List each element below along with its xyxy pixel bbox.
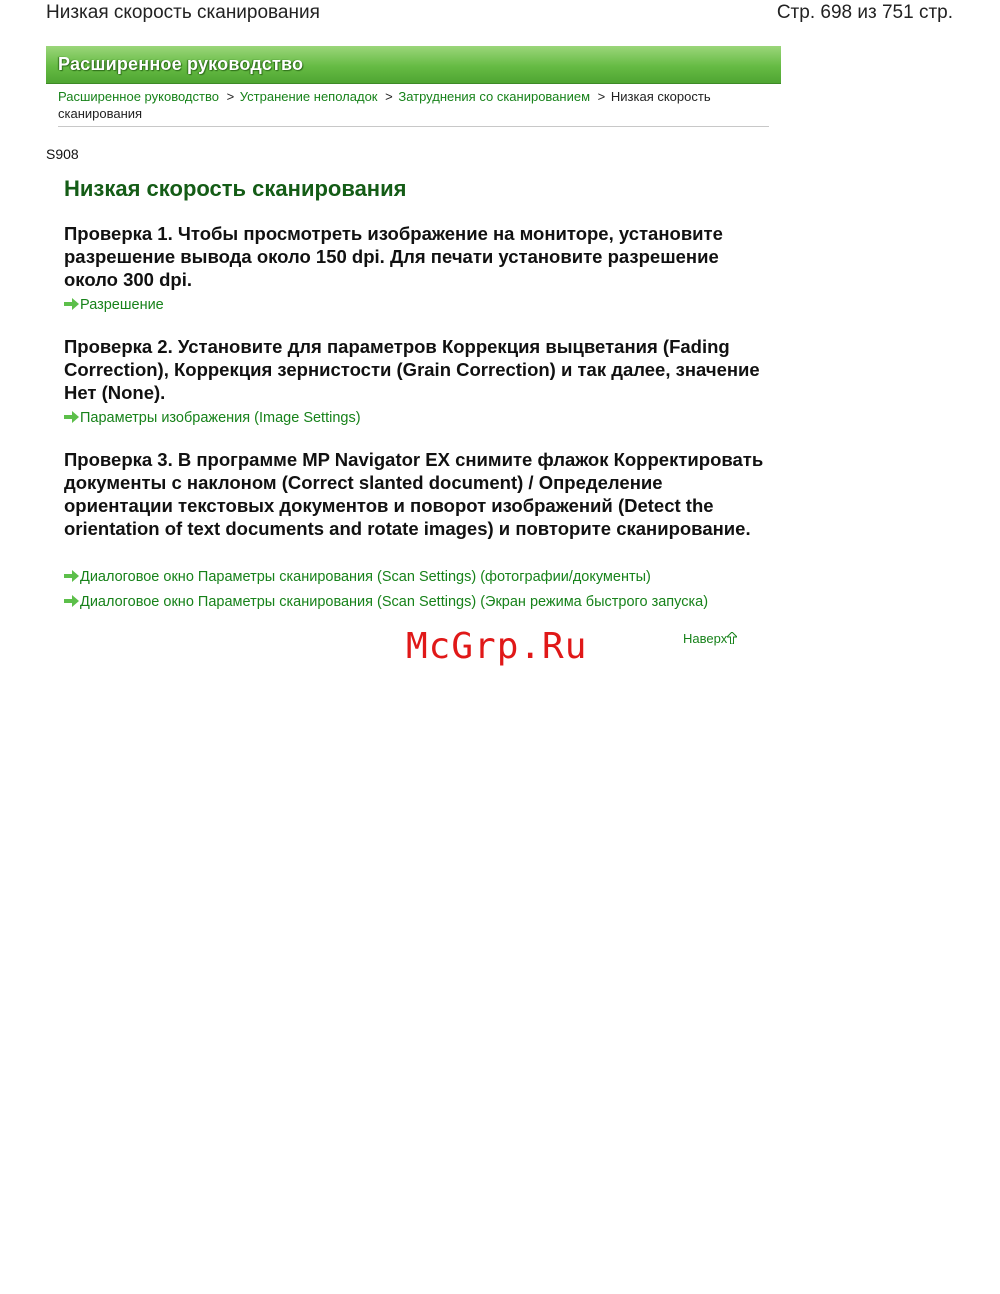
page-title: Низкая скорость сканирования <box>64 176 407 201</box>
check-3-link-scan-settings-photos[interactable] <box>64 569 651 585</box>
green-arrow-icon <box>64 595 79 607</box>
check-1-text: Проверка 1. Чтобы просмотреть изображение на мониторе, установите разрешение вывода около 150 dpi. Для печати установите разрешение около 300 dpi. <box>64 223 723 290</box>
back-to-top-label: Наверх <box>683 631 728 646</box>
back-to-top-link[interactable] <box>683 631 737 646</box>
check-2-link-image-settings[interactable] <box>64 410 361 426</box>
breadcrumb-separator: > <box>385 89 393 104</box>
check-1-link-resolution[interactable] <box>64 297 164 313</box>
breadcrumb-link-scanning-problems[interactable]: Затруднения со сканированием <box>398 89 591 104</box>
watermark: McGrp.Ru <box>406 626 588 667</box>
green-arrow-icon <box>64 298 79 310</box>
green-arrow-icon <box>64 570 79 582</box>
green-arrow-icon <box>64 411 79 423</box>
section-banner <box>46 46 781 84</box>
breadcrumb <box>58 88 758 122</box>
breadcrumb-link-advanced-guide[interactable]: Расширенное руководство <box>58 89 219 104</box>
breadcrumb-separator: > <box>597 89 606 104</box>
breadcrumb-current: Низкая скорость сканирования <box>58 89 711 121</box>
banner-title: Расширенное руководство <box>58 54 304 74</box>
link-label: Разрешение <box>80 297 164 313</box>
breadcrumb-link-troubleshooting[interactable]: Устранение неполадок <box>239 89 378 104</box>
arrow-up-icon <box>727 632 737 644</box>
page-header-title: Низкая скорость сканирования <box>46 2 320 23</box>
check-3-link-scan-settings-quick-start[interactable] <box>64 594 708 610</box>
divider <box>58 126 769 127</box>
breadcrumb-separator: > <box>226 89 235 104</box>
check-3-text: Проверка 3. В программе MP Navigator EX снимите флажок Корректировать документы с наклоном (Correct slanted document) / Определение ориентации текстовых документов и поворот изображений (Detect the orientation of text documents and rotate images) и повторите сканирование. <box>64 449 764 539</box>
check-2-text: Проверка 2. Установите для параметров Коррекция выцветания (Fading Correction), Коррекция зернистости (Grain Correction) и так далее, значение Нет (None). <box>64 336 760 403</box>
link-label: Параметры изображения (Image Settings) <box>80 410 361 426</box>
document-code: S908 <box>46 146 79 162</box>
page-counter: Стр. 698 из 751 стр. <box>776 2 953 23</box>
link-label: Диалоговое окно Параметры сканирования (Scan Settings) (Экран режима быстрого запуска) <box>80 594 709 610</box>
link-label: Диалоговое окно Параметры сканирования (Scan Settings) (фотографии/документы) <box>80 569 651 585</box>
